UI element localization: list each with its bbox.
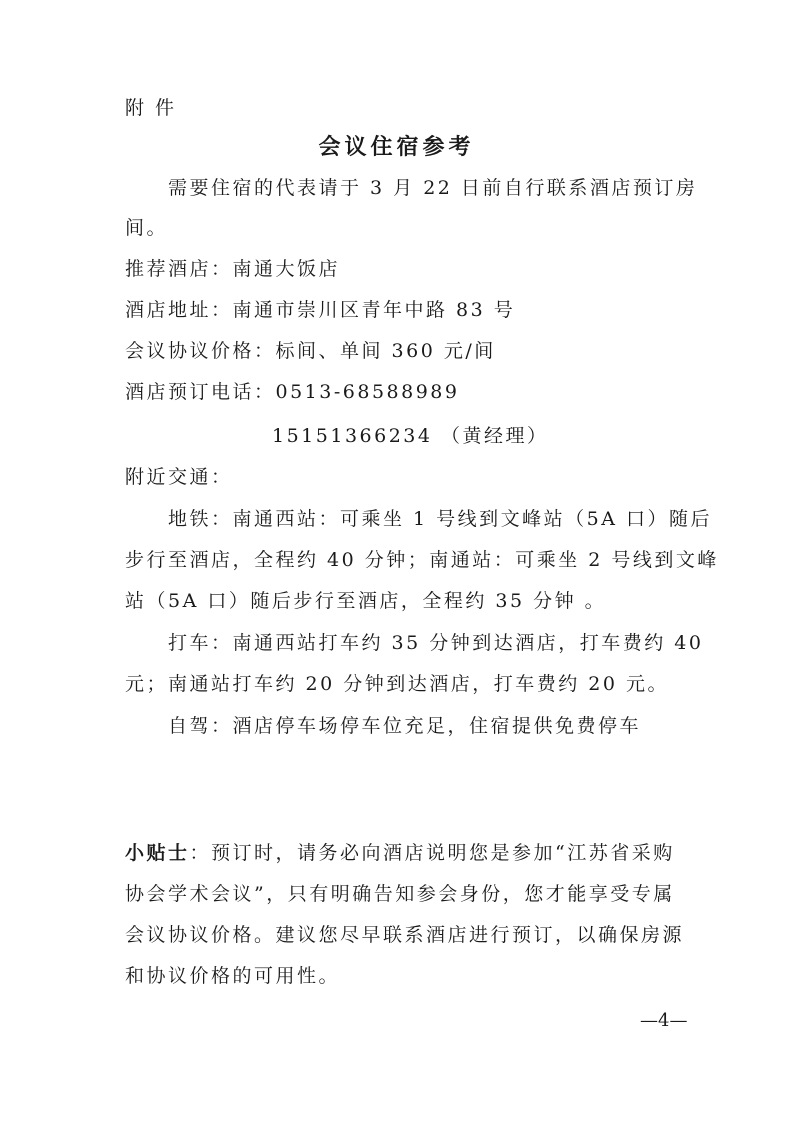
- tips-line: 会议协议价格。建议您尽早联系酒店进行预订，以确保房源: [125, 924, 685, 946]
- drive-line: 自驾：酒店停车场停车位充足，住宿提供免费停车: [168, 715, 642, 737]
- hotel-phone: 酒店预订电话：0513-68588989: [125, 381, 460, 403]
- tips-line: 协会学术会议”，只有明确告知参会身份，您才能享受专属: [125, 883, 675, 905]
- hotel-price: 会议协议价格：标间、单间 360 元/间: [125, 340, 496, 362]
- intro-line: 间。: [125, 217, 169, 239]
- tips-line: 和协议价格的可用性。: [125, 965, 341, 987]
- page-title: 会议住宿参考: [318, 134, 475, 160]
- hotel-name: 推荐酒店：南通大饭店: [125, 258, 341, 280]
- metro-line: 站（5A 口）随后步行至酒店，全程约 35 分钟 。: [125, 590, 607, 612]
- page-number: —4—: [640, 1010, 688, 1031]
- taxi-line: 打车：南通西站打车约 35 分钟到达酒店，打车费约 40: [168, 632, 704, 654]
- tips-line: [125, 841, 675, 865]
- tips-text: ：预订时，请务必向酒店说明您是参加“江苏省采购: [189, 842, 675, 864]
- hotel-address: 酒店地址：南通市崇川区青年中路 83 号: [125, 299, 516, 321]
- taxi-line: 元；南通站打车约 20 分钟到达酒店，打车费约 20 元。: [125, 673, 670, 695]
- hotel-phone-2: 15151366234 （黄经理）: [272, 425, 549, 447]
- metro-line: 地铁：南通西站：可乘坐 1 号线到文峰站（5A 口）随后: [168, 508, 713, 530]
- tips-label: 小贴士: [125, 842, 190, 864]
- attachment-label: 附 件: [125, 97, 177, 119]
- intro-line: 需要住宿的代表请于 3 月 22 日前自行联系酒店预订房: [168, 177, 698, 199]
- metro-line: 步行至酒店，全程约 40 分钟；南通站：可乘坐 2 号线到文峰: [125, 549, 719, 571]
- transport-heading: 附近交通：: [125, 466, 233, 488]
